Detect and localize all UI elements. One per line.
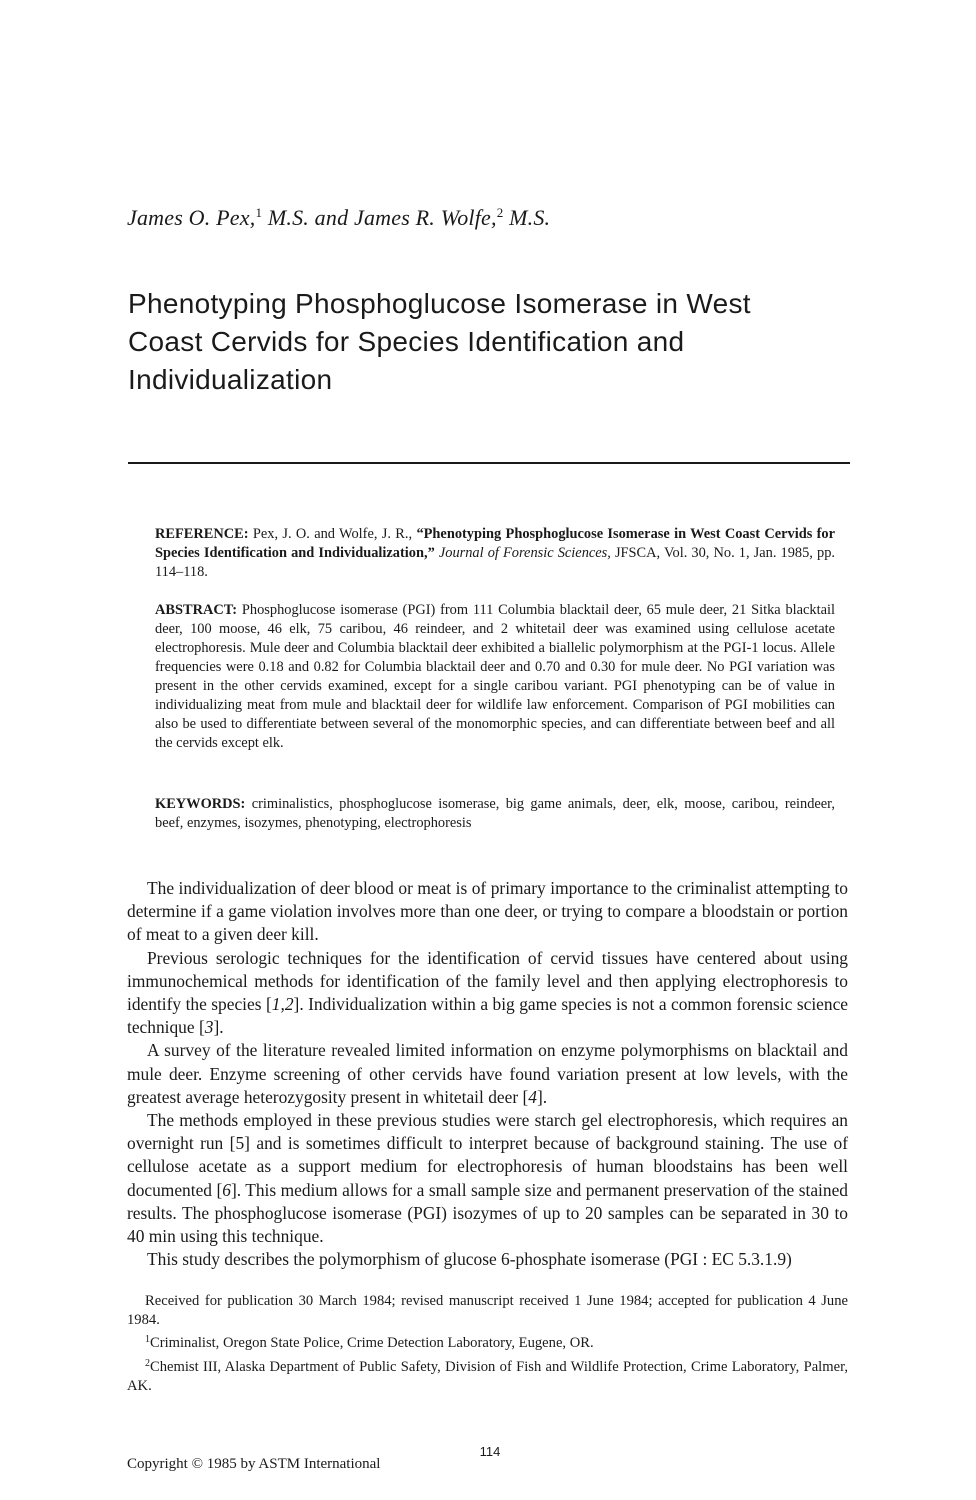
body-paragraph-3-part-2: ]. xyxy=(536,1086,548,1107)
author-2-degree: M.S. xyxy=(509,205,551,230)
author-2-name: James R. Wolfe, xyxy=(353,205,497,230)
reference-label: REFERENCE: xyxy=(155,526,249,542)
body-paragraph-4-part-2: ]. This medium allows for a small sample size and permanent preservation of the stained results. The phosphoglucose isomerase (PGI) isozymes of up to 20 samples can be separated in 30 to 40 min using this technique. xyxy=(127,1179,848,1247)
author-2-footnote-mark: 2 xyxy=(496,205,504,220)
body-paragraph-5: This study describes the polymorphism of glucose 6-phosphate isomerase (PGI : EC 5.3.1.9) xyxy=(147,1249,792,1270)
paper-title xyxy=(128,285,848,399)
abstract-text: Phosphoglucose isomerase (PGI) from 111 Columbia blacktail deer, 65 mule deer, 21 Sitka blacktail deer, 100 moose, 46 elk, 75 caribou, 46 reindeer, and 2 whitetail deer was examined using cellulose acetate electrophoresis. Mule deer and Columbia blacktail deer exhibited a biallelic polymorphism at the PGI-1 locus. Allele frequencies were 0.18 and 0.82 for Columbia blacktail deer and 0.70 and 0.30 for mule deer. No PGI variation was present in the other cervids examined, except for a single caribou variant. PGI phenotyping can be of value in individualizing meat from mule and blacktail deer for wildlife law enforcement. Comparison of PGI mobilities can also be used to differentiate between several of the monomorphic species, and can differentiate between beef and all the cervids except elk. xyxy=(155,602,835,751)
footnote-1-mark: 1 xyxy=(145,1334,150,1346)
body-paragraph-3-part-1: A survey of the literature revealed limited information on enzyme polymorphisms on blacktail and mule deer. Enzyme screening of other cervids have found variation present at low levels, with the greatest average heterozygosity present in whitetail deer [ xyxy=(127,1040,848,1107)
footnote-2-text: Chemist III, Alaska Department of Public Safety, Division of Fish and Wildlife Protection, Crime Laboratory, Palmer, AK. xyxy=(127,1358,848,1394)
footnote-2 xyxy=(127,1354,848,1396)
body-paragraph-2 xyxy=(127,947,848,1040)
body-paragraph-2-part-3: ]. xyxy=(213,1017,224,1038)
citation-ref-4: 4 xyxy=(528,1086,537,1107)
citation-ref-3: 3 xyxy=(204,1017,214,1038)
author-line xyxy=(127,205,887,231)
citation-ref-1-2: 1,2 xyxy=(271,994,294,1015)
title-line-1: Phenotyping Phosphoglucose Isomerase in West xyxy=(128,288,751,319)
keywords-text: criminalistics, phosphoglucose isomerase, big game animals, deer, elk, moose, caribou, reindeer, beef, enzymes, isozymes, phenotyping, electrophoresis xyxy=(155,796,835,831)
footnote-1 xyxy=(127,1330,848,1353)
footnote-2-mark: 2 xyxy=(145,1357,150,1369)
body-paragraph-4 xyxy=(127,1109,848,1248)
title-line-3: Individualization xyxy=(128,364,333,395)
abstract-block xyxy=(155,601,835,753)
reference-article-title: “Phenotyping Phosphoglucose Isomerase in West Coast Cervids for Species Identification and Individualization,” xyxy=(155,526,836,561)
citation-ref-6: 6 xyxy=(222,1179,231,1200)
author-1-degree: M.S. and xyxy=(267,205,349,230)
body-paragraph-2-part-1: Previous serologic techniques for the identification of cervid tissues have centered about using immunochemical methods for identification of the family level and then applying electrophoresis to identify the species [ xyxy=(127,947,848,1015)
footnotes xyxy=(127,1292,848,1396)
author-1-footnote-mark: 1 xyxy=(255,205,263,220)
keywords-block xyxy=(155,795,835,833)
body-paragraph-4-part-1: The methods employed in these previous studies were starch gel electrophoresis, which requires an overnight run [5] and is sometimes difficult to interpret because of background staining. The use of cellulose acetate as a support medium for electrophoresis of human bloodstains has been well documented [ xyxy=(127,1110,848,1200)
abstract-label: ABSTRACT: xyxy=(155,602,238,618)
copyright-notice: Copyright © 1985 by ASTM International xyxy=(127,1456,381,1472)
keywords-label: KEYWORDS: xyxy=(155,796,246,812)
reference-citation: JFSCA, Vol. 30, No. 1, Jan. 1985, pp. 114–118. xyxy=(155,545,835,580)
body-paragraph-1: The individualization of deer blood or meat is of primary importance to the criminalist attempting to determine if a game violation involves more than one deer, or trying to compare a bloodstain or portion of meat to a given deer kill. xyxy=(127,878,848,945)
author-1-name: James O. Pex, xyxy=(127,205,256,230)
title-line-2: Coast Cervids for Species Identification and xyxy=(128,326,685,357)
reference-journal: Journal of Forensic Sciences, xyxy=(434,545,611,561)
body-text xyxy=(127,877,848,1271)
page-number: 114 xyxy=(479,1444,501,1459)
footnote-1-text: Criminalist, Oregon State Police, Crime Detection Laboratory, Eugene, OR. xyxy=(150,1335,594,1352)
reference-block xyxy=(155,525,835,582)
reference-authors: Pex, J. O. and Wolfe, J. R., xyxy=(248,526,417,542)
received-note: Received for publication 30 March 1984; revised manuscript received 1 June 1984; accepted for publication 4 June 1984. xyxy=(127,1293,848,1329)
body-paragraph-3 xyxy=(127,1039,848,1109)
body-paragraph-2-part-2: ]. Individualization within a big game species is not a common forensic science technique [ xyxy=(127,994,849,1038)
title-divider xyxy=(128,462,850,464)
